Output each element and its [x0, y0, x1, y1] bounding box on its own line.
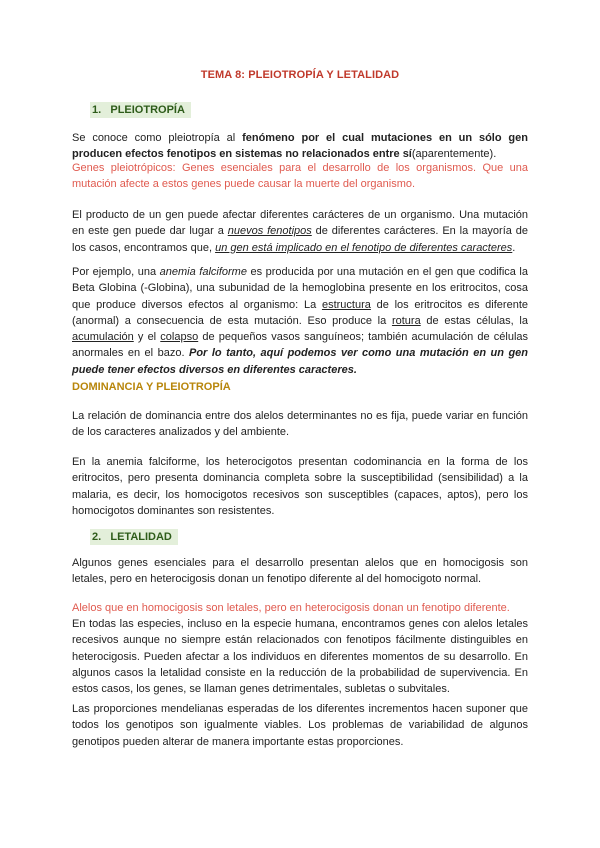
- section-heading-letalidad: [90, 527, 178, 545]
- paragraph-especies: En todas las especies, incluso en la especie humana, encontramos genes con alelos letales recesivos aunque no siempre están relacionados con fenotipos fácilmente distinguibles en heterocigosis. Pueden afectar a los individuos en diferentes momentos de su desarrollo. En algunos casos la letalidad consiste en la reducción de la probabilidad de supervivencia. En estos casos, los genes, se llaman genes detrimentales, subletas o subvitales.: [72, 618, 528, 696]
- section-label: PLEIOTROPÍA: [110, 104, 185, 116]
- subheading-dominancia: DOMINANCIA Y PLEIOTROPÍA: [72, 381, 231, 393]
- paragraph-genes-esenciales: Algunos genes esenciales para el desarrollo presentan alelos que en homocigosis son letales, pero en heterocigosis donan un fenotipo diferente al del homocigoto normal.: [72, 557, 528, 586]
- section-label: LETALIDAD: [110, 531, 172, 543]
- paragraph-heterocigotos: En la anemia falciforme, los heterocigotos presentan codominancia en la forma de los eritrocitos, pero presenta dominancia completa sobre la susceptibilidad (sensibilidad) a la malaria, es decir, los homocigotos recesivos son susceptibles (capaces, aptos), pero los homocigotos dominantes son resistentes.: [72, 456, 528, 517]
- section-number: 1.: [92, 104, 102, 116]
- paragraph-genes-pleiotropicos: Genes pleiotrópicos: Genes esenciales para el desarrollo de los organismos. Que una mutación afecte a estos genes puede causar la muerte del organismo.: [72, 162, 528, 191]
- paragraph-definition: Se conoce como pleiotropía al fenómeno por el cual mutaciones en un sólo gen producen efectos fenotipos en sistemas no relacionados entre sí(aparentemente).: [72, 132, 528, 161]
- section-number: 2.: [92, 531, 102, 543]
- paragraph-producto-gen: El producto de un gen puede afectar diferentes carácteres de un organismo. Una mutación en este gen puede dar lugar a nuevos fenotipos de diferentes carácteres. En la mayoría de los casos, encontramos que, un gen está implicado en el fenotipo de diferentes caracteres.: [72, 209, 528, 254]
- paragraph-alelos-letales: Alelos que en homocigosis son letales, pero en heterocigosis donan un fenotipo diferente.: [72, 602, 510, 614]
- paragraph-proporciones: Las proporciones mendelianas esperadas de los diferentes incrementos hacen suponer que todos los genotipos son igualmente viables. Los problemas de variabilidad de algunos genotipos pueden alterar de manera importante estas proporciones.: [72, 703, 528, 748]
- paragraph-dominancia: La relación de dominancia entre dos alelos determinantes no es fija, puede variar en función de los caracteres analizados y del ambiente.: [72, 410, 528, 439]
- document-title: TEMA 8: PLEIOTROPÍA Y LETALIDAD: [200, 69, 400, 81]
- section-heading-pleiotropia: [90, 100, 191, 118]
- paragraph-anemia-falciforme: Por ejemplo, una anemia falciforme es producida por una mutación en el gen que codifica la Beta Globina (-Globina), una subunidad de la hemoglobina presente en los eritrocitos, cosa que produce diversos efectos al organismo: La estructura de los eritrocitos es diferente (anormal) a consecuencia de esta mutación. Eso produce la rotura de estas células, la acumulación y el colapso de pequeños vasos sanguíneos; también acumulación de células anormales en el bazo. Por lo tanto, aquí podemos ver como una mutación en un gen puede tener efectos diversos en diferentes caracteres.: [72, 266, 528, 376]
